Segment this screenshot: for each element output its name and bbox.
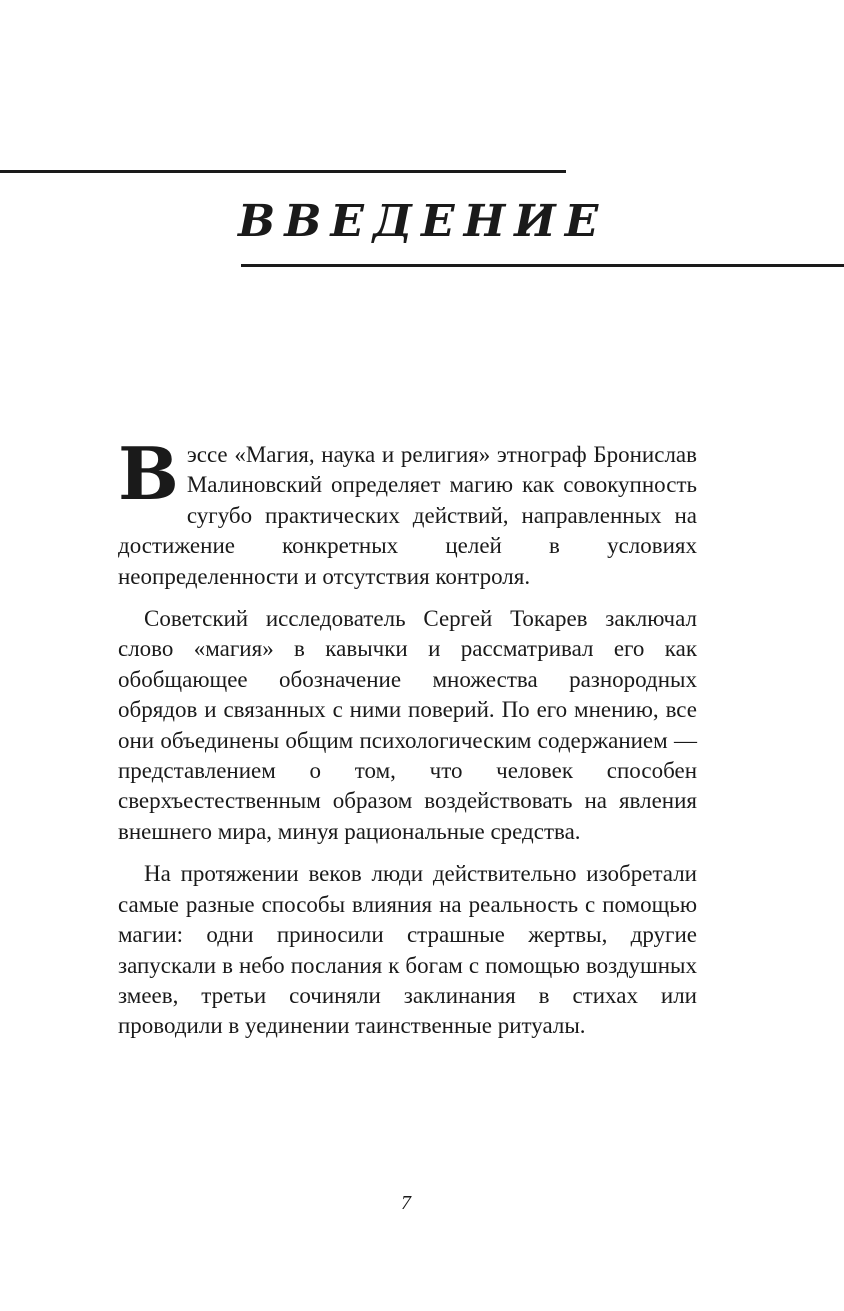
chapter-title: ВВЕДЕНИЕ [238, 196, 608, 247]
chapter-rule-bottom [241, 264, 844, 267]
drop-cap: В [118, 431, 179, 516]
page-number: 7 [401, 1192, 411, 1214]
paragraph-3: На протяжении веков люди действительно изобретали самые разные способы влияния на реальность с помощью магии: одни приносили страшные жертвы, другие запускали в небо послания к богам с помощью воздушных змеев, третьи сочиняли заклинания в стихах или проводили в уединении таинственные ритуалы. [118, 861, 697, 1039]
paragraph-1 [118, 431, 697, 592]
paragraph-1-text: эссе «Магия, наука и религия» этнограф Бронислав Малиновский определяет магию как совокупность сугубо практических действий, направленных на достижение конкретных целей в условиях неопределенности и отсутствия контроля. [118, 442, 697, 589]
paragraph-2: Советский исследователь Сергей Токарев заключал слово «магия» в кавычки и рассматривал его как обобщающее обозначение множества разнородных обрядов и связанных с ними поверий. По его мнению, все они объединены общим психологическим содержанием — представлением о том, что человек способен сверхъестественным образом воздействовать на явления внешнего мира, минуя рациональные средства. [118, 606, 697, 844]
chapter-rule-top [0, 170, 566, 173]
body-text [118, 431, 697, 1054]
